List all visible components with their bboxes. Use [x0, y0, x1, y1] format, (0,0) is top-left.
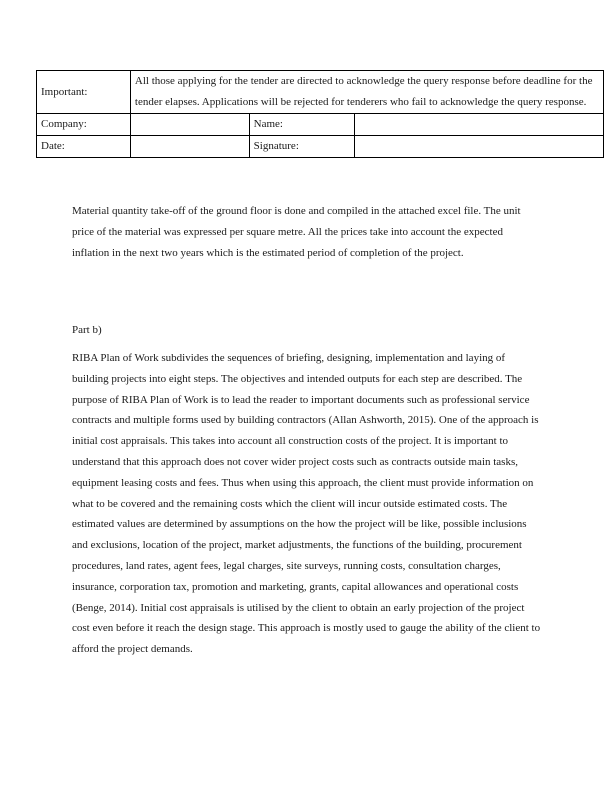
signature-field[interactable]: [354, 136, 603, 158]
tender-form-table: [36, 70, 604, 158]
quantity-takeoff-paragraph: Material quantity take-off of the ground floor is done and compiled in the attached excel file. The unit price of the material was expressed per square metre. All the prices take into account the expected inflation in the next two years which is the estimated period of completion of the project.: [72, 205, 521, 259]
part-b-heading: Part b): [72, 324, 102, 336]
important-label: Important:: [37, 71, 131, 114]
company-label: Company:: [37, 114, 131, 136]
date-label: Date:: [37, 136, 131, 158]
company-field[interactable]: [130, 114, 249, 136]
date-field[interactable]: [130, 136, 249, 158]
date-signature-row: [37, 136, 604, 158]
riba-plan-paragraph: RIBA Plan of Work subdivides the sequences of briefing, designing, implementation and laying of building projects into eight steps. The objectives and intended outputs for each step are described. The purpose of RIBA Plan of Work is to lead the reader to important documents such as professional service contracts and multiple forms used by building contractors (Allan Ashworth, 2015). One of the approach is initial cost appraisals. This takes into account all construction costs of the project. It is important to understand that this approach does not cover wider project costs such as contracts outside main tasks, equipment leasing costs and fees. Thus when using this approach, the client must provide information on what to be covered and the remaining costs which the client will incur outside estimated costs. The estimated values are determined by assumptions on the how the project will be like, possible inclusions and exclusions, location of the project, market adjustments, the functions of the building, procurement procedures, land rates, agent fees, legal charges, site surveys, running costs, consultation charges, insurance, corporation tax, promotion and marketing, grants, capital allowances and operational costs (Benge, 2014). Initial cost appraisals is utilised by the client to obtain an early projection of the project cost even before it reach the design stage. This approach is mostly used to gauge the ability of the client to afford the project demands.: [72, 352, 541, 656]
important-row: [37, 71, 604, 114]
important-notice: All those applying for the tender are directed to acknowledge the query response before deadline for the tender elapses. Applications will be rejected for tenderers who fail to acknowledge the query response.: [130, 71, 603, 114]
name-field[interactable]: [354, 114, 603, 136]
company-name-row: [37, 114, 604, 136]
name-label: Name:: [249, 114, 354, 136]
signature-label: Signature:: [249, 136, 354, 158]
